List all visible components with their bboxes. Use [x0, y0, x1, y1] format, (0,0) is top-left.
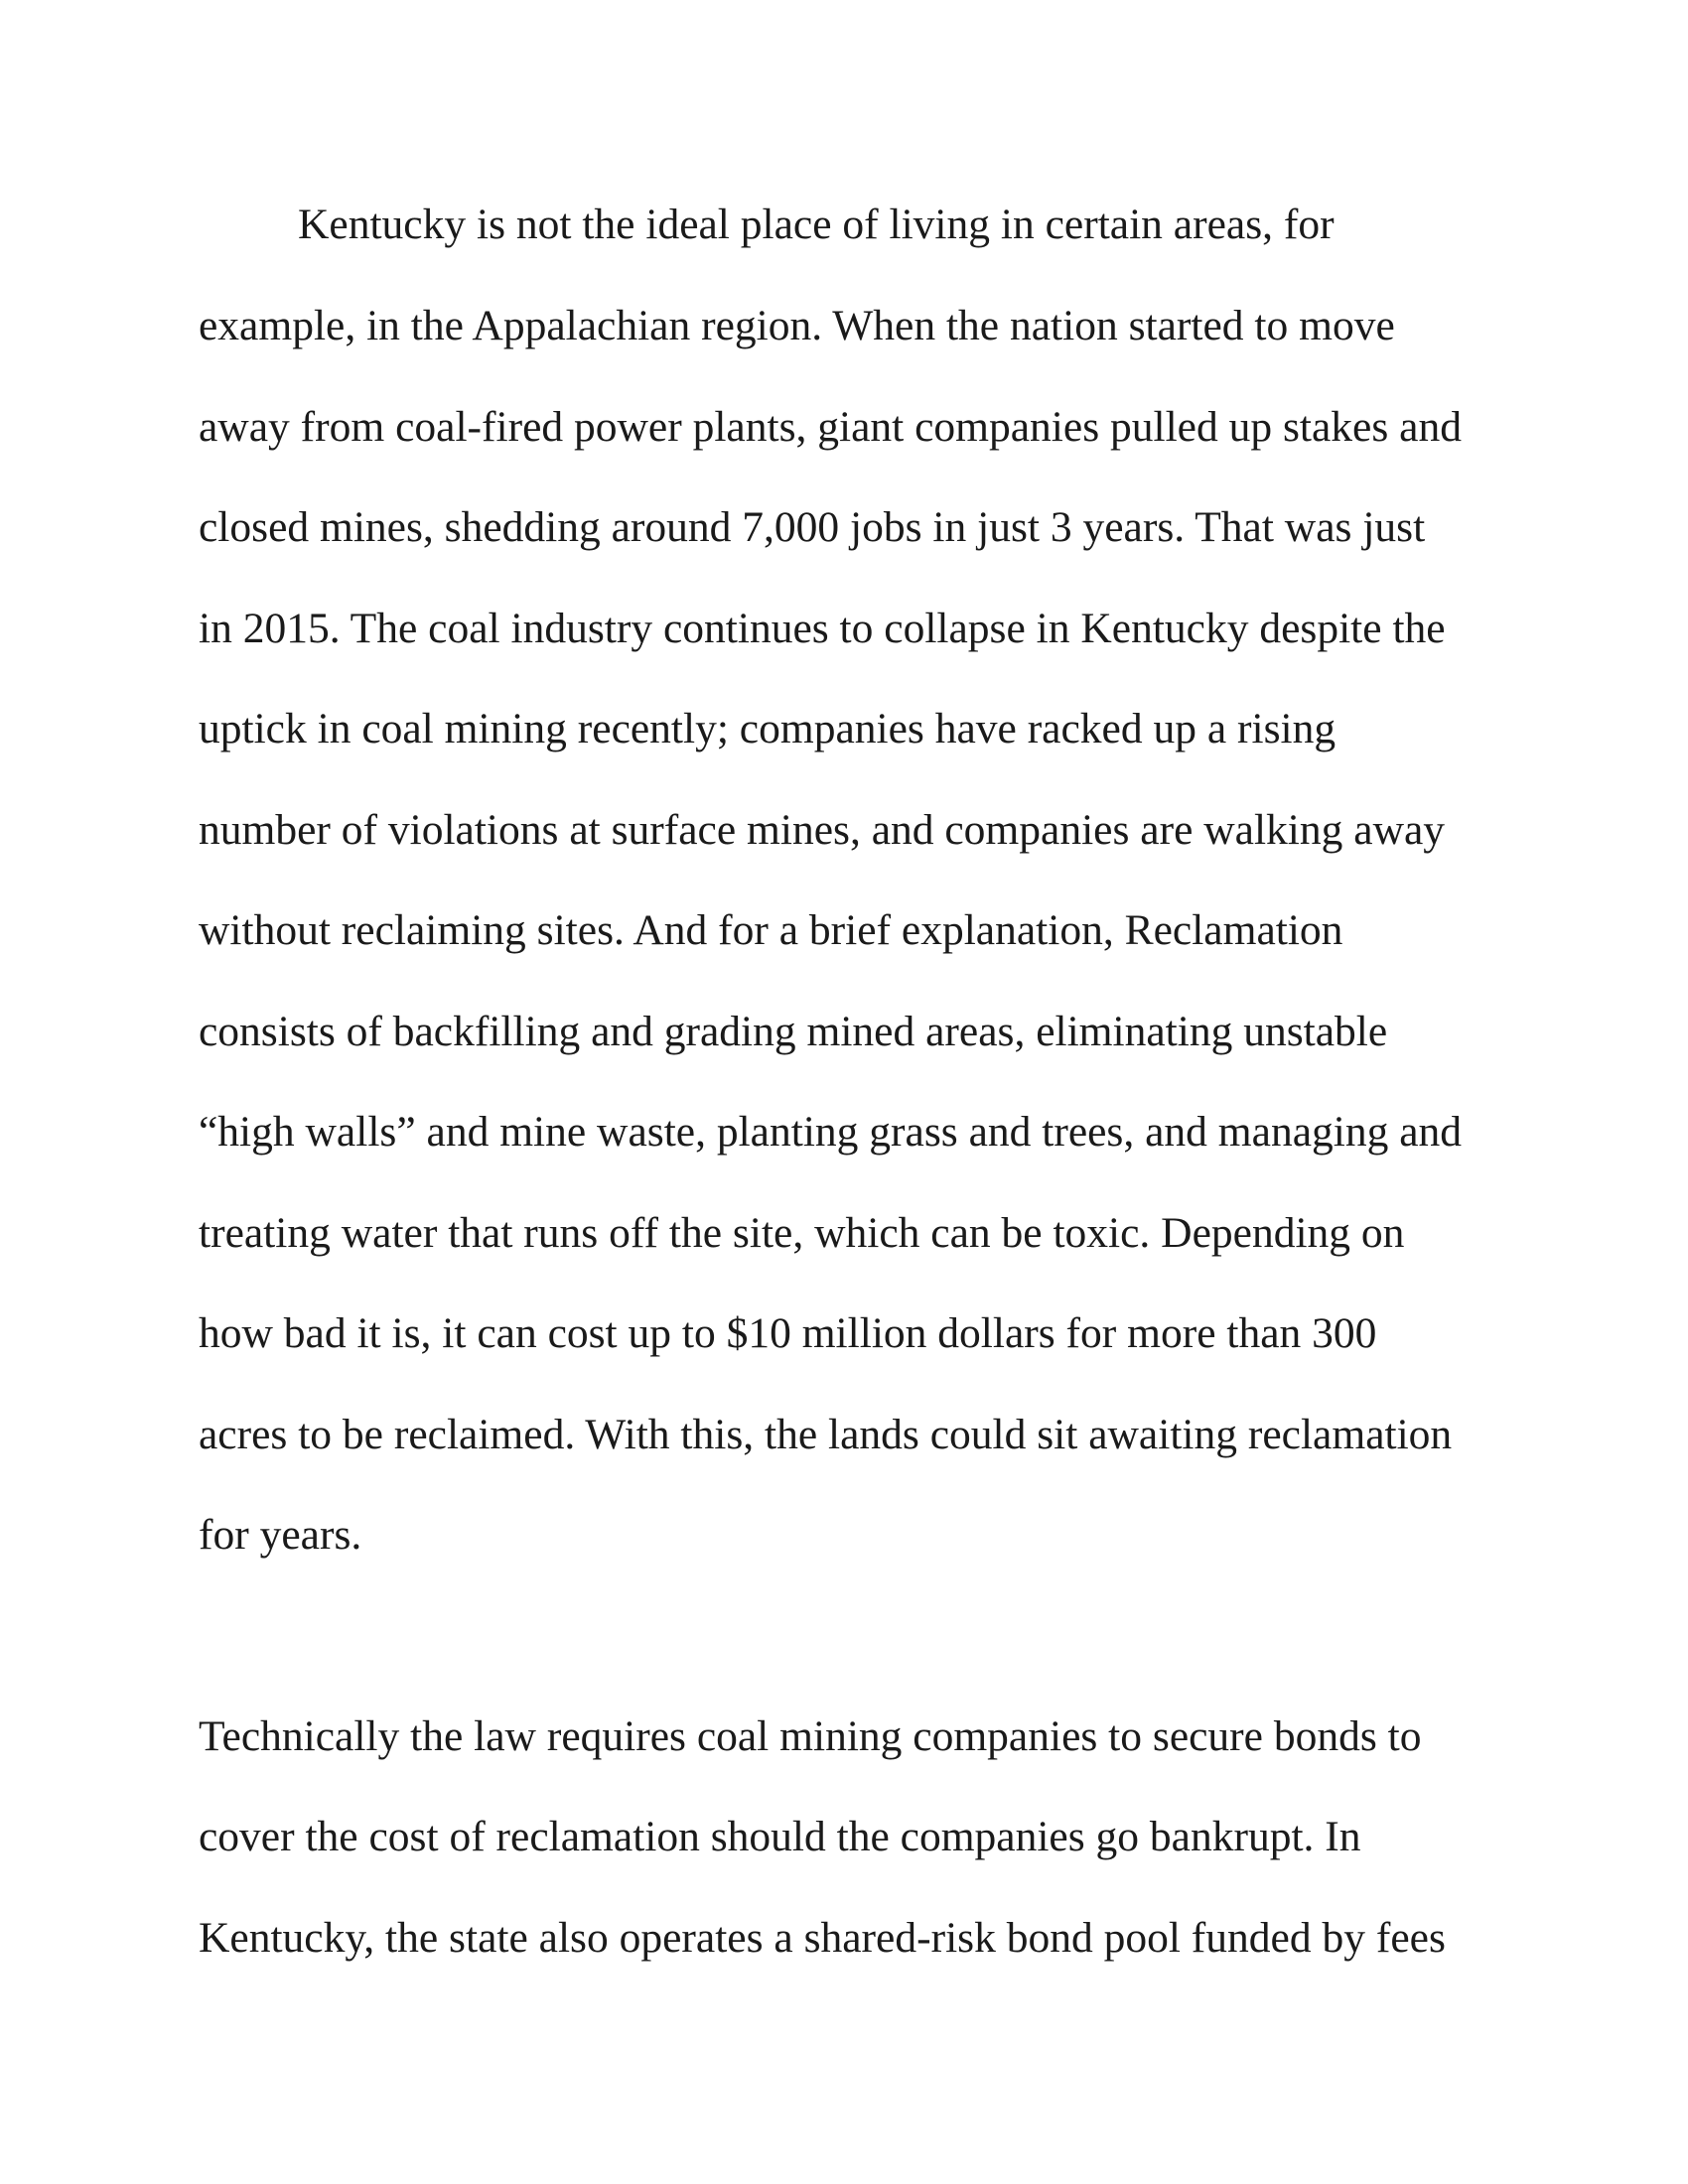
paragraph-line: in 2015. The coal industry continues to collapse in Kentucky despite the — [199, 605, 1446, 652]
paragraph-line: “high walls” and mine waste, planting grass and trees, and managing and — [199, 1108, 1463, 1156]
paragraph-line: example, in the Appalachian region. When the nation started to move — [199, 302, 1395, 349]
paragraph-line: consists of backfilling and grading mined areas, eliminating unstable — [199, 1008, 1388, 1055]
paragraph-line: closed mines, shedding around 7,000 jobs in just 3 years. That was just — [199, 503, 1426, 551]
paragraph-line: Technically the law requires coal mining companies to secure bonds to — [199, 1712, 1422, 1760]
paragraph-line: treating water that runs off the site, which can be toxic. Depending on — [199, 1209, 1405, 1257]
paragraph-line: away from coal-fired power plants, giant companies pulled up stakes and — [199, 403, 1462, 451]
paragraph-line: number of violations at surface mines, and companies are walking away — [199, 806, 1446, 854]
paragraph-line: Kentucky, the state also operates a shared-risk bond pool funded by fees — [199, 1914, 1446, 1962]
paragraph-line: Kentucky is not the ideal place of living in certain areas, for — [298, 201, 1335, 248]
paragraph-line: for years. — [199, 1511, 362, 1559]
paragraph-line: without reclaiming sites. And for a brief explanation, Reclamation — [199, 906, 1343, 954]
paragraph-line: uptick in coal mining recently; companies have racked up a rising — [199, 705, 1336, 752]
paragraph-line: cover the cost of reclamation should the companies go bankrupt. In — [199, 1813, 1361, 1860]
paragraph-line: how bad it is, it can cost up to $10 million dollars for more than 300 — [199, 1309, 1377, 1357]
paragraph-line: acres to be reclaimed. With this, the lands could sit awaiting reclamation — [199, 1411, 1453, 1458]
